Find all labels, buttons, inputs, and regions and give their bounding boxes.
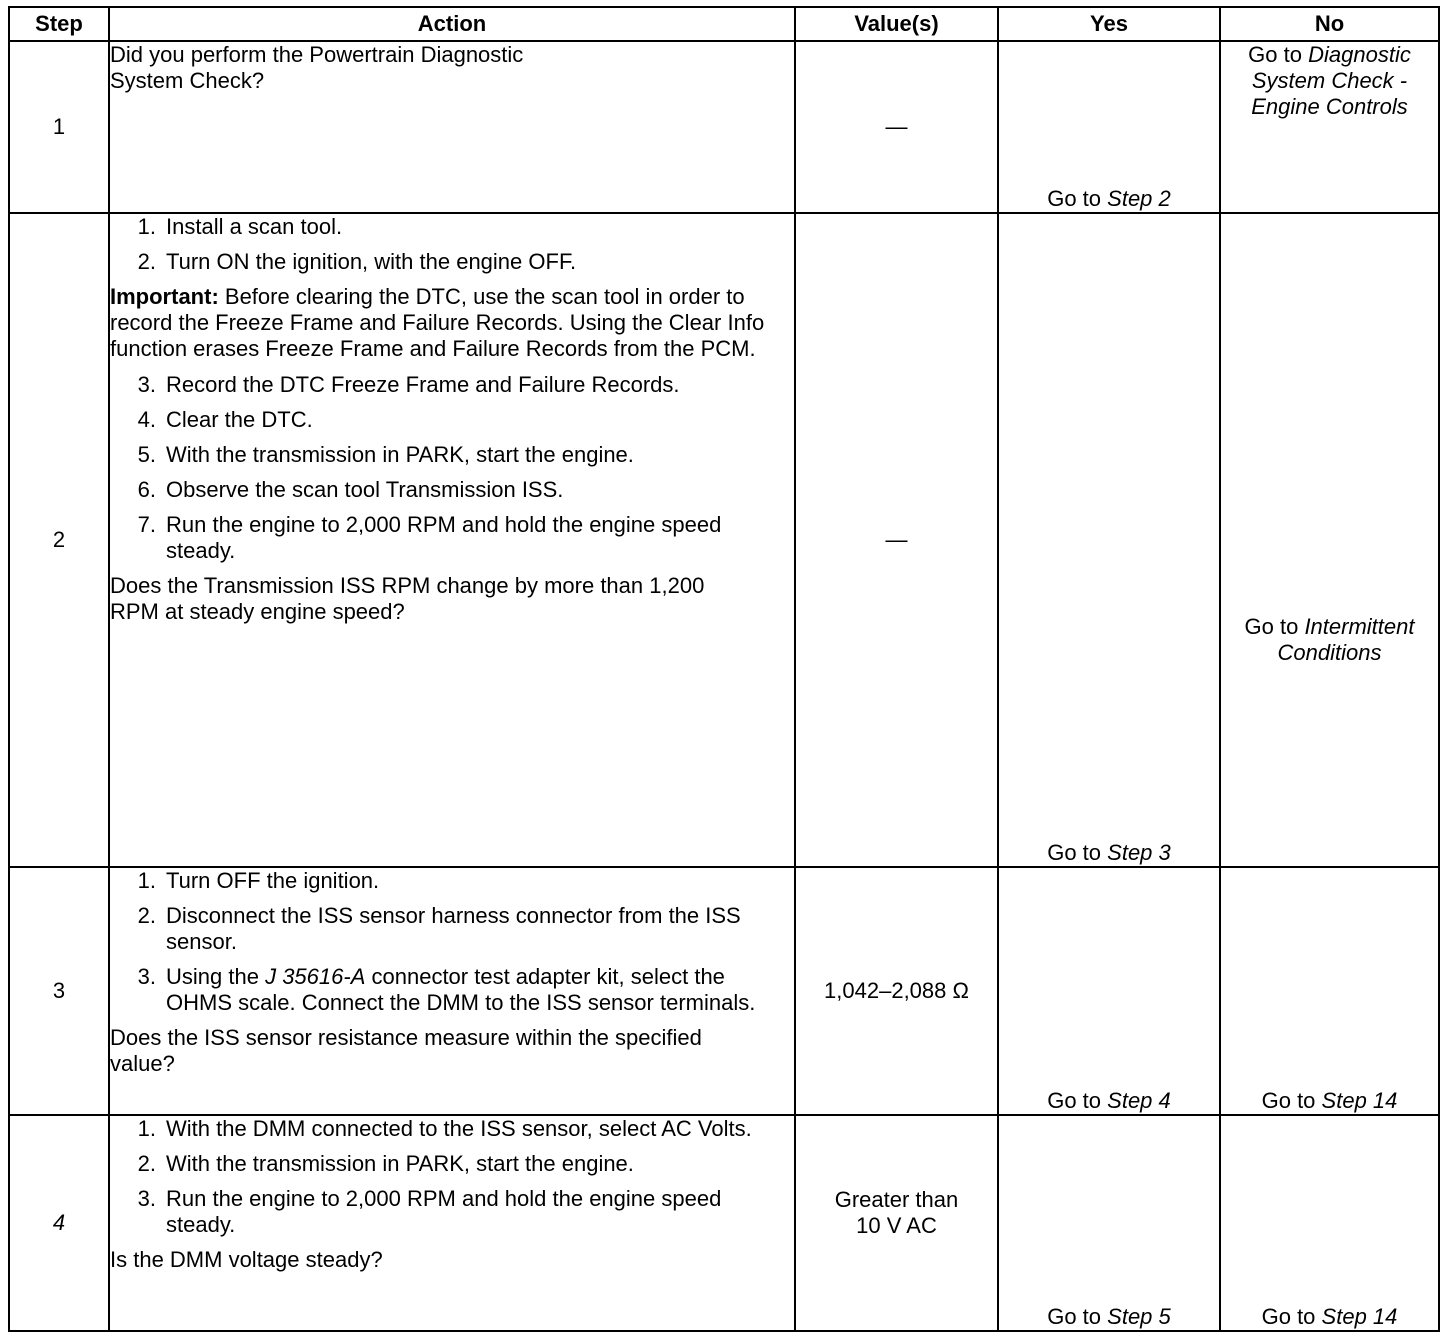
important-text: Before clearing the DTC, use the scan tool in order to record the Freeze Frame and Failure Records. Using the Clear Info function erases Freeze Frame and Failure Records from the PCM. (110, 284, 765, 361)
step-number: 1 (9, 41, 109, 213)
yes-link[interactable]: Step 5 (1107, 1304, 1171, 1329)
action-steps (110, 868, 794, 1016)
no-cell (1220, 213, 1439, 867)
no-link[interactable]: Intermittent Conditions (1277, 614, 1415, 665)
action-cell (109, 867, 795, 1115)
no-cell (1220, 1115, 1439, 1331)
header-values: Value(s) (795, 7, 998, 41)
list-item: 4. Clear the DTC. (137, 407, 313, 432)
no-link[interactable]: Step 14 (1321, 1088, 1398, 1113)
table-row (9, 41, 1439, 213)
yes-cell (998, 867, 1220, 1115)
header-row (9, 7, 1439, 41)
no-link[interactable]: Diagnostic System Check - Engine Controls (1251, 42, 1411, 119)
no-prefix: Go to (1244, 614, 1299, 639)
list-item: 1. Install a scan tool. (137, 214, 343, 239)
action-question: Does the Transmission ISS RPM change by more than 1,200 RPM at steady engine speed? (110, 573, 705, 624)
action-cell (109, 213, 795, 867)
list-item: 7. Run the engine to 2,000 RPM and hold the engine speed steady. (137, 512, 722, 563)
no-prefix: Go to (1248, 42, 1302, 67)
no-link[interactable]: Step 14 (1321, 1304, 1398, 1329)
action-cell (109, 1115, 795, 1331)
value-text: Greater than 10 V AC (834, 1187, 959, 1238)
action-question: Is the DMM voltage steady? (110, 1247, 383, 1272)
list-item: 5. With the transmission in PARK, start the engine. (137, 442, 634, 467)
table-row (9, 867, 1439, 1115)
header-step: Step (9, 7, 109, 41)
header-no: No (1220, 7, 1439, 41)
action-question: Did you perform the Powertrain Diagnostic System Check? (110, 42, 524, 93)
yes-link[interactable]: Step 4 (1107, 1088, 1171, 1113)
yes-cell (998, 41, 1220, 213)
yes-prefix: Go to (1047, 1088, 1102, 1113)
list-item: 1. With the DMM connected to the ISS sensor, select AC Volts. (137, 1116, 752, 1141)
diagnostic-table (8, 6, 1440, 1332)
tool-reference: J 35616-A (265, 964, 366, 989)
header-action: Action (109, 7, 795, 41)
yes-prefix: Go to (1047, 840, 1102, 865)
yes-link[interactable]: Step 2 (1107, 186, 1171, 211)
table-row (9, 1115, 1439, 1331)
list-item: 3. Run the engine to 2,000 RPM and hold the engine speed steady. (137, 1186, 722, 1237)
yes-prefix: Go to (1047, 186, 1102, 211)
list-item: 6. Observe the scan tool Transmission ISS. (137, 477, 564, 502)
action-cell (109, 41, 795, 213)
value-cell (795, 867, 998, 1115)
header-yes: Yes (998, 7, 1220, 41)
no-cell (1220, 867, 1439, 1115)
step-number: 4 (9, 1115, 109, 1331)
yes-cell (998, 213, 1220, 867)
table-row (9, 213, 1439, 867)
important-label: Important: (110, 284, 219, 309)
action-steps (110, 372, 794, 564)
value-text: — (885, 114, 908, 139)
yes-prefix: Go to (1047, 1304, 1102, 1329)
list-item: 1. Turn OFF the ignition. (137, 868, 380, 893)
action-question: Does the ISS sensor resistance measure within the specified value? (110, 1025, 702, 1076)
list-item: 2. Turn ON the ignition, with the engine OFF. (137, 249, 577, 274)
list-item: 2. With the transmission in PARK, start the engine. (137, 1151, 634, 1176)
yes-link[interactable]: Step 3 (1107, 840, 1171, 865)
value-text: 1,042–2,088 Ω (824, 978, 969, 1003)
no-cell (1220, 41, 1439, 213)
action-steps (110, 1116, 794, 1238)
value-cell (795, 213, 998, 867)
step-number: 3 (9, 867, 109, 1115)
no-prefix: Go to (1261, 1304, 1316, 1329)
list-item: 2. Disconnect the ISS sensor harness connector from the ISS sensor. (137, 903, 741, 954)
list-item: 3. Record the DTC Freeze Frame and Failure Records. (137, 372, 680, 397)
step-number: 2 (9, 213, 109, 867)
value-cell (795, 1115, 998, 1331)
action-steps (110, 214, 794, 275)
list-item: 3. Using the J 35616-A connector test adapter kit, select the OHMS scale. Connect the DMM to the ISS sensor terminals. (137, 964, 756, 1015)
yes-cell (998, 1115, 1220, 1331)
no-prefix: Go to (1261, 1088, 1316, 1113)
value-text: — (885, 527, 908, 552)
important-note (110, 284, 794, 362)
value-cell (795, 41, 998, 213)
